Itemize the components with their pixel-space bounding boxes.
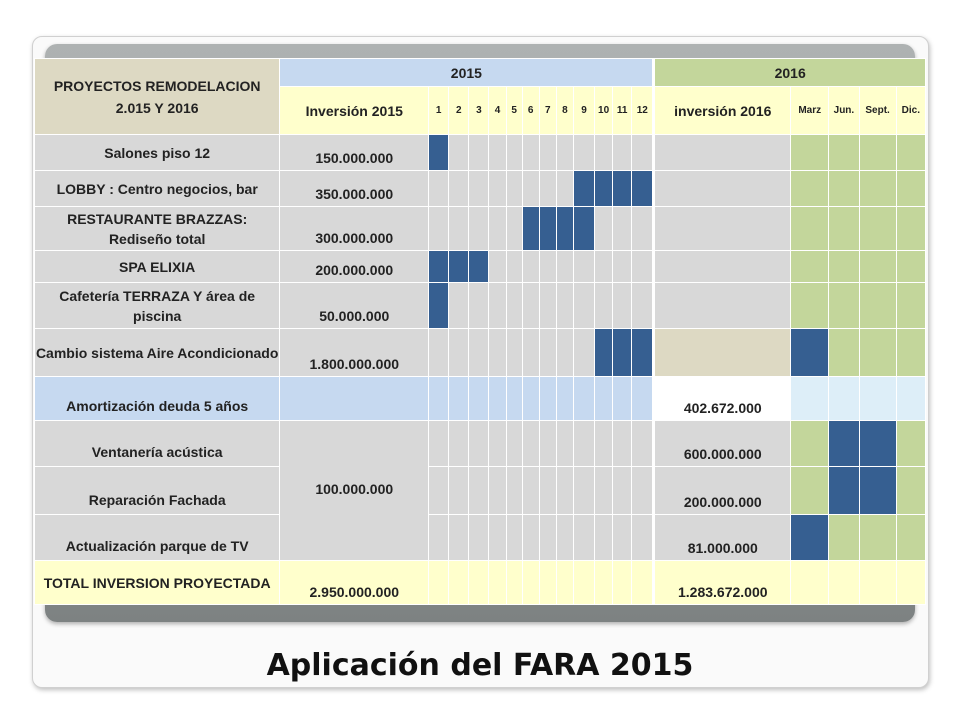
quarter-cell [791,207,829,251]
month-cell [522,515,539,561]
month-cell [573,283,594,329]
investment-2015-cell: 50.000.000 [280,283,429,329]
quarter-cell [829,283,859,329]
month-cell [556,421,573,467]
month-cell [595,561,613,605]
quarter-cell [791,135,829,171]
total-row [35,561,926,605]
quarter-cell [859,283,896,329]
investment-2016-cell [654,171,791,207]
table-row [35,515,926,561]
month-cell [539,467,556,515]
table-row [35,135,926,171]
month-header: 10 [595,87,613,135]
month-cell [556,561,573,605]
month-cell [506,251,522,283]
investment-2015-cell: 300.000.000 [280,207,429,251]
project-label: Cafetería TERRAZA Y área de piscina [35,283,280,329]
month-cell [429,135,449,171]
month-cell [522,329,539,377]
investment-2016-cell: 402.672.000 [654,377,791,421]
quarter-cell [791,515,829,561]
year-2016-header: 2016 [654,59,926,87]
projects-header: PROYECTOS REMODELACION 2.015 Y 2016 [35,59,280,135]
month-cell [522,467,539,515]
month-cell [595,135,613,171]
month-cell [595,467,613,515]
month-header: 5 [506,87,522,135]
month-cell [595,207,613,251]
month-cell [613,207,632,251]
month-cell [489,561,506,605]
investment-2016-cell [654,207,791,251]
investment-2015-cell: 1.800.000.000 [280,329,429,377]
month-cell [429,171,449,207]
quarter-cell [859,467,896,515]
month-cell [573,135,594,171]
month-cell [573,561,594,605]
total-2015: 2.950.000.000 [280,561,429,605]
month-cell [613,329,632,377]
month-cell [632,421,654,467]
month-cell [573,467,594,515]
project-label: Salones piso 12 [35,135,280,171]
month-cell [595,251,613,283]
month-cell [429,421,449,467]
month-cell [632,171,654,207]
month-cell [556,377,573,421]
month-cell [506,283,522,329]
month-cell [573,515,594,561]
project-label: Amortización deuda 5 años [35,377,280,421]
quarter-cell [829,171,859,207]
quarter-cell [791,171,829,207]
month-cell [489,283,506,329]
month-cell [449,283,469,329]
month-cell [506,515,522,561]
month-cell [469,207,489,251]
month-cell [539,515,556,561]
quarter-cell [859,377,896,421]
month-header: 3 [469,87,489,135]
month-cell [613,171,632,207]
quarter-cell [859,515,896,561]
quarter-header: Jun. [829,87,859,135]
month-cell [556,515,573,561]
month-cell [469,561,489,605]
month-cell [489,377,506,421]
investment-2015-cell: 150.000.000 [280,135,429,171]
month-cell [449,561,469,605]
month-cell [449,171,469,207]
quarter-cell [829,467,859,515]
month-cell [539,421,556,467]
quarter-cell [859,561,896,605]
quarter-cell [859,135,896,171]
month-cell [469,515,489,561]
month-cell [429,561,449,605]
month-cell [595,377,613,421]
quarter-cell [896,515,925,561]
month-header: 6 [522,87,539,135]
month-cell [539,171,556,207]
month-cell [556,135,573,171]
investment-2016-cell: 81.000.000 [654,515,791,561]
month-cell [632,329,654,377]
quarter-cell [896,251,925,283]
month-cell [556,171,573,207]
month-cell [522,251,539,283]
month-cell [469,467,489,515]
quarter-header: Marz [791,87,829,135]
month-cell [449,251,469,283]
project-label: LOBBY : Centro negocios, bar [35,171,280,207]
quarter-cell [859,251,896,283]
investment-2016-cell [654,329,791,377]
month-header: 7 [539,87,556,135]
month-cell [469,135,489,171]
quarter-cell [896,283,925,329]
month-header: 4 [489,87,506,135]
month-cell [489,251,506,283]
month-cell [429,283,449,329]
month-cell [539,377,556,421]
month-cell [573,171,594,207]
month-cell [595,171,613,207]
month-cell [489,135,506,171]
month-cell [506,329,522,377]
table-row [35,251,926,283]
month-cell [506,377,522,421]
month-cell [506,207,522,251]
month-cell [489,207,506,251]
month-cell [556,329,573,377]
month-cell [573,251,594,283]
month-cell [595,515,613,561]
month-cell [449,467,469,515]
month-header: 8 [556,87,573,135]
project-label: Reparación Fachada [35,467,280,515]
investment-2015-cell: 200.000.000 [280,251,429,283]
investment-2015-cell [280,377,429,421]
month-cell [539,135,556,171]
month-cell [595,329,613,377]
investment-2016-cell [654,135,791,171]
month-cell [613,135,632,171]
total-label: TOTAL INVERSION PROYECTADA [35,561,280,605]
quarter-cell [791,467,829,515]
month-cell [506,171,522,207]
month-header: 9 [573,87,594,135]
month-cell [522,171,539,207]
project-label: Cambio sistema Aire Acondicionado [35,329,280,377]
projects-table [34,58,926,605]
table-row [35,207,926,251]
month-cell [613,561,632,605]
month-cell [539,251,556,283]
month-cell [522,135,539,171]
month-cell [469,421,489,467]
quarter-cell [896,171,925,207]
month-cell [573,329,594,377]
quarter-cell [896,561,925,605]
month-cell [429,515,449,561]
month-cell [506,467,522,515]
investment-2016-cell [654,283,791,329]
quarter-cell [896,377,925,421]
month-cell [429,377,449,421]
month-cell [429,467,449,515]
month-cell [595,421,613,467]
investment-2016-cell: 600.000.000 [654,421,791,467]
quarter-cell [896,421,925,467]
month-cell [613,515,632,561]
month-cell [556,207,573,251]
month-header: 11 [613,87,632,135]
slide-title: Aplicación del FARA 2015 [266,648,694,683]
table-row [35,467,926,515]
month-cell [449,135,469,171]
table-body [35,135,926,605]
month-cell [469,171,489,207]
month-cell [506,561,522,605]
investment-2015-header: Inversión 2015 [280,87,429,135]
month-cell [556,467,573,515]
quarter-cell [791,329,829,377]
month-cell [632,135,654,171]
project-label: SPA ELIXIA [35,251,280,283]
month-cell [469,283,489,329]
month-cell [539,329,556,377]
month-cell [522,207,539,251]
month-cell [573,377,594,421]
month-cell [632,377,654,421]
quarter-cell [829,135,859,171]
month-cell [449,329,469,377]
month-cell [632,207,654,251]
month-cell [489,329,506,377]
month-cell [573,421,594,467]
table-row [35,421,926,467]
investment-2015-cell: 100.000.000 [280,421,429,561]
investment-2016-cell [654,251,791,283]
month-cell [595,283,613,329]
quarter-cell [791,421,829,467]
month-cell [632,283,654,329]
month-cell [489,467,506,515]
project-label: RESTAURANTE BRAZZAS: Rediseño total [35,207,280,251]
quarter-cell [829,561,859,605]
month-cell [429,207,449,251]
quarter-cell [896,135,925,171]
month-cell [556,283,573,329]
month-cell [632,561,654,605]
month-cell [573,207,594,251]
year-2015-header: 2015 [280,59,654,87]
table-row [35,377,926,421]
month-cell [522,421,539,467]
quarter-cell [896,207,925,251]
project-label: Actualización parque de TV [35,515,280,561]
quarter-cell [829,251,859,283]
quarter-cell [829,421,859,467]
month-header: 2 [449,87,469,135]
month-cell [632,467,654,515]
month-cell [632,251,654,283]
month-cell [449,207,469,251]
table-row [35,171,926,207]
project-label: Ventanería acústica [35,421,280,467]
month-cell [539,561,556,605]
quarter-cell [859,421,896,467]
quarter-cell [896,467,925,515]
month-cell [613,377,632,421]
month-cell [539,283,556,329]
month-cell [522,377,539,421]
quarter-cell [791,377,829,421]
month-cell [449,421,469,467]
table-row [35,329,926,377]
month-cell [429,251,449,283]
quarter-cell [791,561,829,605]
total-2016: 1.283.672.000 [654,561,791,605]
quarter-cell [859,171,896,207]
quarter-cell [859,329,896,377]
month-cell [469,251,489,283]
month-cell [613,467,632,515]
quarter-cell [829,329,859,377]
month-cell [429,329,449,377]
month-cell [522,561,539,605]
quarter-cell [859,207,896,251]
quarter-cell [829,515,859,561]
month-cell [613,251,632,283]
quarter-cell [896,329,925,377]
month-cell [556,251,573,283]
month-cell [539,207,556,251]
month-cell [506,135,522,171]
quarter-header: Sept. [859,87,896,135]
month-header: 12 [632,87,654,135]
quarter-cell [829,377,859,421]
month-cell [522,283,539,329]
investment-2016-cell: 200.000.000 [654,467,791,515]
month-cell [613,421,632,467]
month-cell [489,421,506,467]
quarter-header: Dic. [896,87,925,135]
month-cell [489,515,506,561]
table-row [35,283,926,329]
month-cell [469,329,489,377]
quarter-cell [829,207,859,251]
month-cell [506,421,522,467]
month-cell [632,515,654,561]
month-cell [613,283,632,329]
month-cell [449,377,469,421]
investment-2016-header: inversión 2016 [654,87,791,135]
investment-2015-cell: 350.000.000 [280,171,429,207]
quarter-cell [791,283,829,329]
quarter-cell [791,251,829,283]
month-cell [489,171,506,207]
month-cell [449,515,469,561]
month-cell [469,377,489,421]
month-header: 1 [429,87,449,135]
